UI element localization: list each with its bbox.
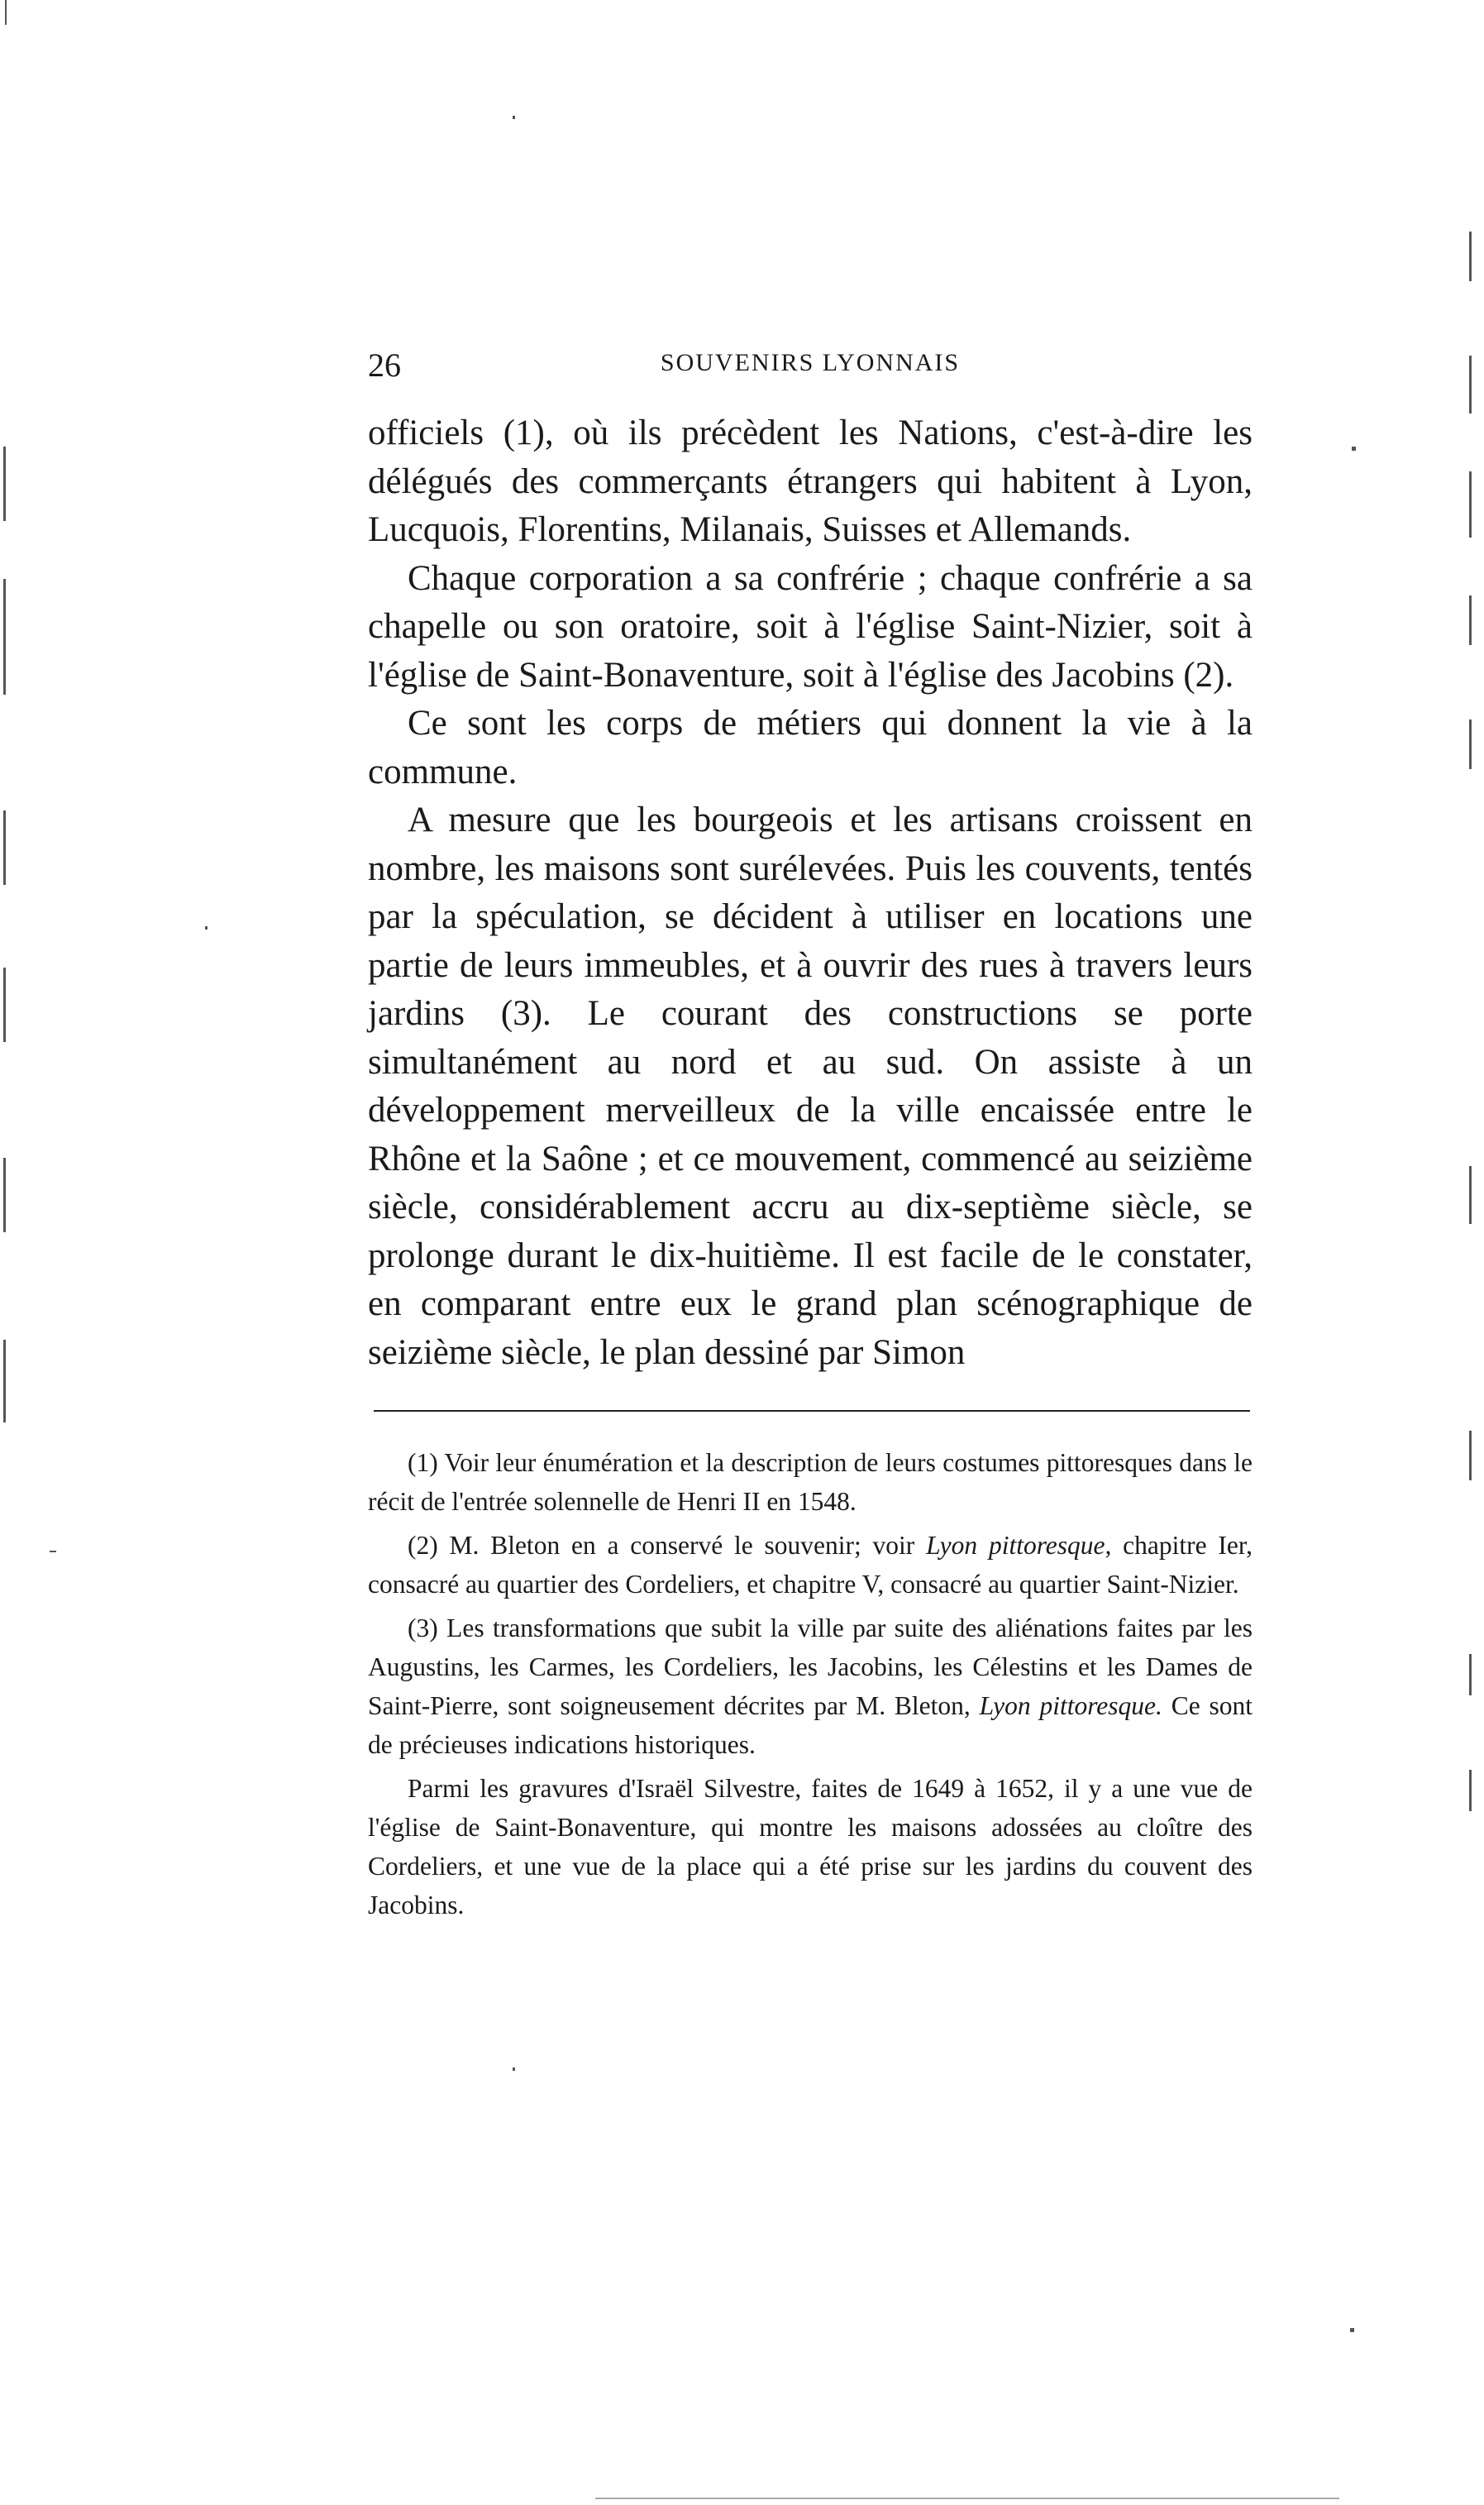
footnote-2-text-b: chapitre Ier, consacré au quartier des Cordeliers, et chapitre V, consacré au quartier Saint-Nizier. (368, 1531, 1253, 1599)
scan-speck (1469, 471, 1472, 538)
scan-speck (1469, 719, 1472, 769)
footnote-3-text-a: (3) Les transformations que subit la ville par suite des aliénations faites par les Augustins, les Carmes, les Cordeliers, les Jacobins, les Célestins et les Dames de Saint-Pierre, sont soigneusement décrites par M. Bleton, (368, 1613, 1253, 1720)
scan-speck (3, 447, 6, 521)
footnote-1: (1) Voir leur énumération et la description de leurs costumes pittoresques dans le récit de l'entrée solennelle de Henri II en 1548. (368, 1448, 1253, 1516)
scan-speck (50, 1551, 56, 1552)
running-title: SOUVENIRS LYONNAIS (660, 349, 961, 376)
paragraph-4: A mesure que les bourgeois et les artisans croissent en nombre, les maisons sont surélevées. Puis les couvents, tentés par la spéculation, se décident à utiliser en locations une partie de leurs immeubles, et à ouvrir des rues à travers leurs jardins (3). Le courant des constructions se porte simultanément au nord et au sud. On assiste à un développement merveilleux de la ville encaissée entre le Rhône et la Saône ; et ce mouvement, commencé au seizième siècle, considérablement accru au dix-septième siècle, se prolonge durant le dix-huitième. Il est facile de le constater, en comparant entre eux le grand plan scénographique de seizième siècle, le plan dessiné par Simon (368, 801, 1253, 1372)
paragraph-2: Chaque corporation a sa confrérie ; chaque confrérie a sa chapelle ou son oratoire, soit à l'église Saint-Nizier, soit à l'église de Saint-Bonaventure, soit à l'église des Jacobins (2). (368, 558, 1253, 695)
footnotes (368, 1443, 1253, 1929)
scan-speck (1469, 1770, 1472, 1811)
scan-speck (3, 1158, 6, 1232)
paragraph-1: officiels (1), où ils précèdent les Nations, c'est-à-dire les délégués des commerçants étrangers qui habitent à Lyon, Lucquois, Florentins, Milanais, Suisses et Allemands. (368, 414, 1253, 549)
scan-speck (3, 579, 6, 695)
scan-speck (1469, 1166, 1472, 1224)
footnote-3-text-b: Ce sont de précieuses indications historiques. (368, 1691, 1253, 1759)
scan-speck (1469, 1654, 1472, 1695)
scan-speck (1350, 2328, 1354, 2332)
scan-speck (1469, 1431, 1472, 1480)
scan-speck (1469, 232, 1472, 281)
scan-speck (205, 926, 208, 930)
footnote-3 (368, 1609, 1253, 1764)
scan-speck (3, 1340, 6, 1422)
footnote-separator (374, 1410, 1250, 1412)
footnote-2 (368, 1526, 1253, 1604)
scan-speck (3, 968, 6, 1042)
main-text (368, 409, 1253, 1377)
page-number: 26 (368, 347, 401, 384)
scan-speck (1469, 356, 1472, 414)
running-head (368, 346, 1253, 387)
paragraph-3: Ce sont les corps de métiers qui donnent la vie à la commune. (368, 704, 1253, 791)
scan-speck (513, 2068, 515, 2071)
scan-speck (595, 2498, 1339, 2499)
scan-speck (513, 116, 515, 119)
footnote-2-title: Lyon pittoresque, (926, 1531, 1112, 1560)
scan-speck (3, 810, 6, 885)
footnote-2-text-a: (2) M. Bleton en a conservé le souvenir; voir (408, 1531, 927, 1560)
footnote-3-title: Lyon pittoresque. (979, 1691, 1162, 1720)
scan-speck (5, 0, 7, 25)
footnote-3-continued: Parmi les gravures d'Israël Silvestre, faites de 1649 à 1652, il y a une vue de l'église de Saint-Bonaventure, qui montre les maisons adossées au cloître des Cordeliers, et une vue de la place qui a été prise sur les jardins du couvent des Jacobins. (368, 1774, 1253, 1919)
scan-speck (1469, 595, 1472, 645)
scan-speck (1352, 447, 1356, 451)
